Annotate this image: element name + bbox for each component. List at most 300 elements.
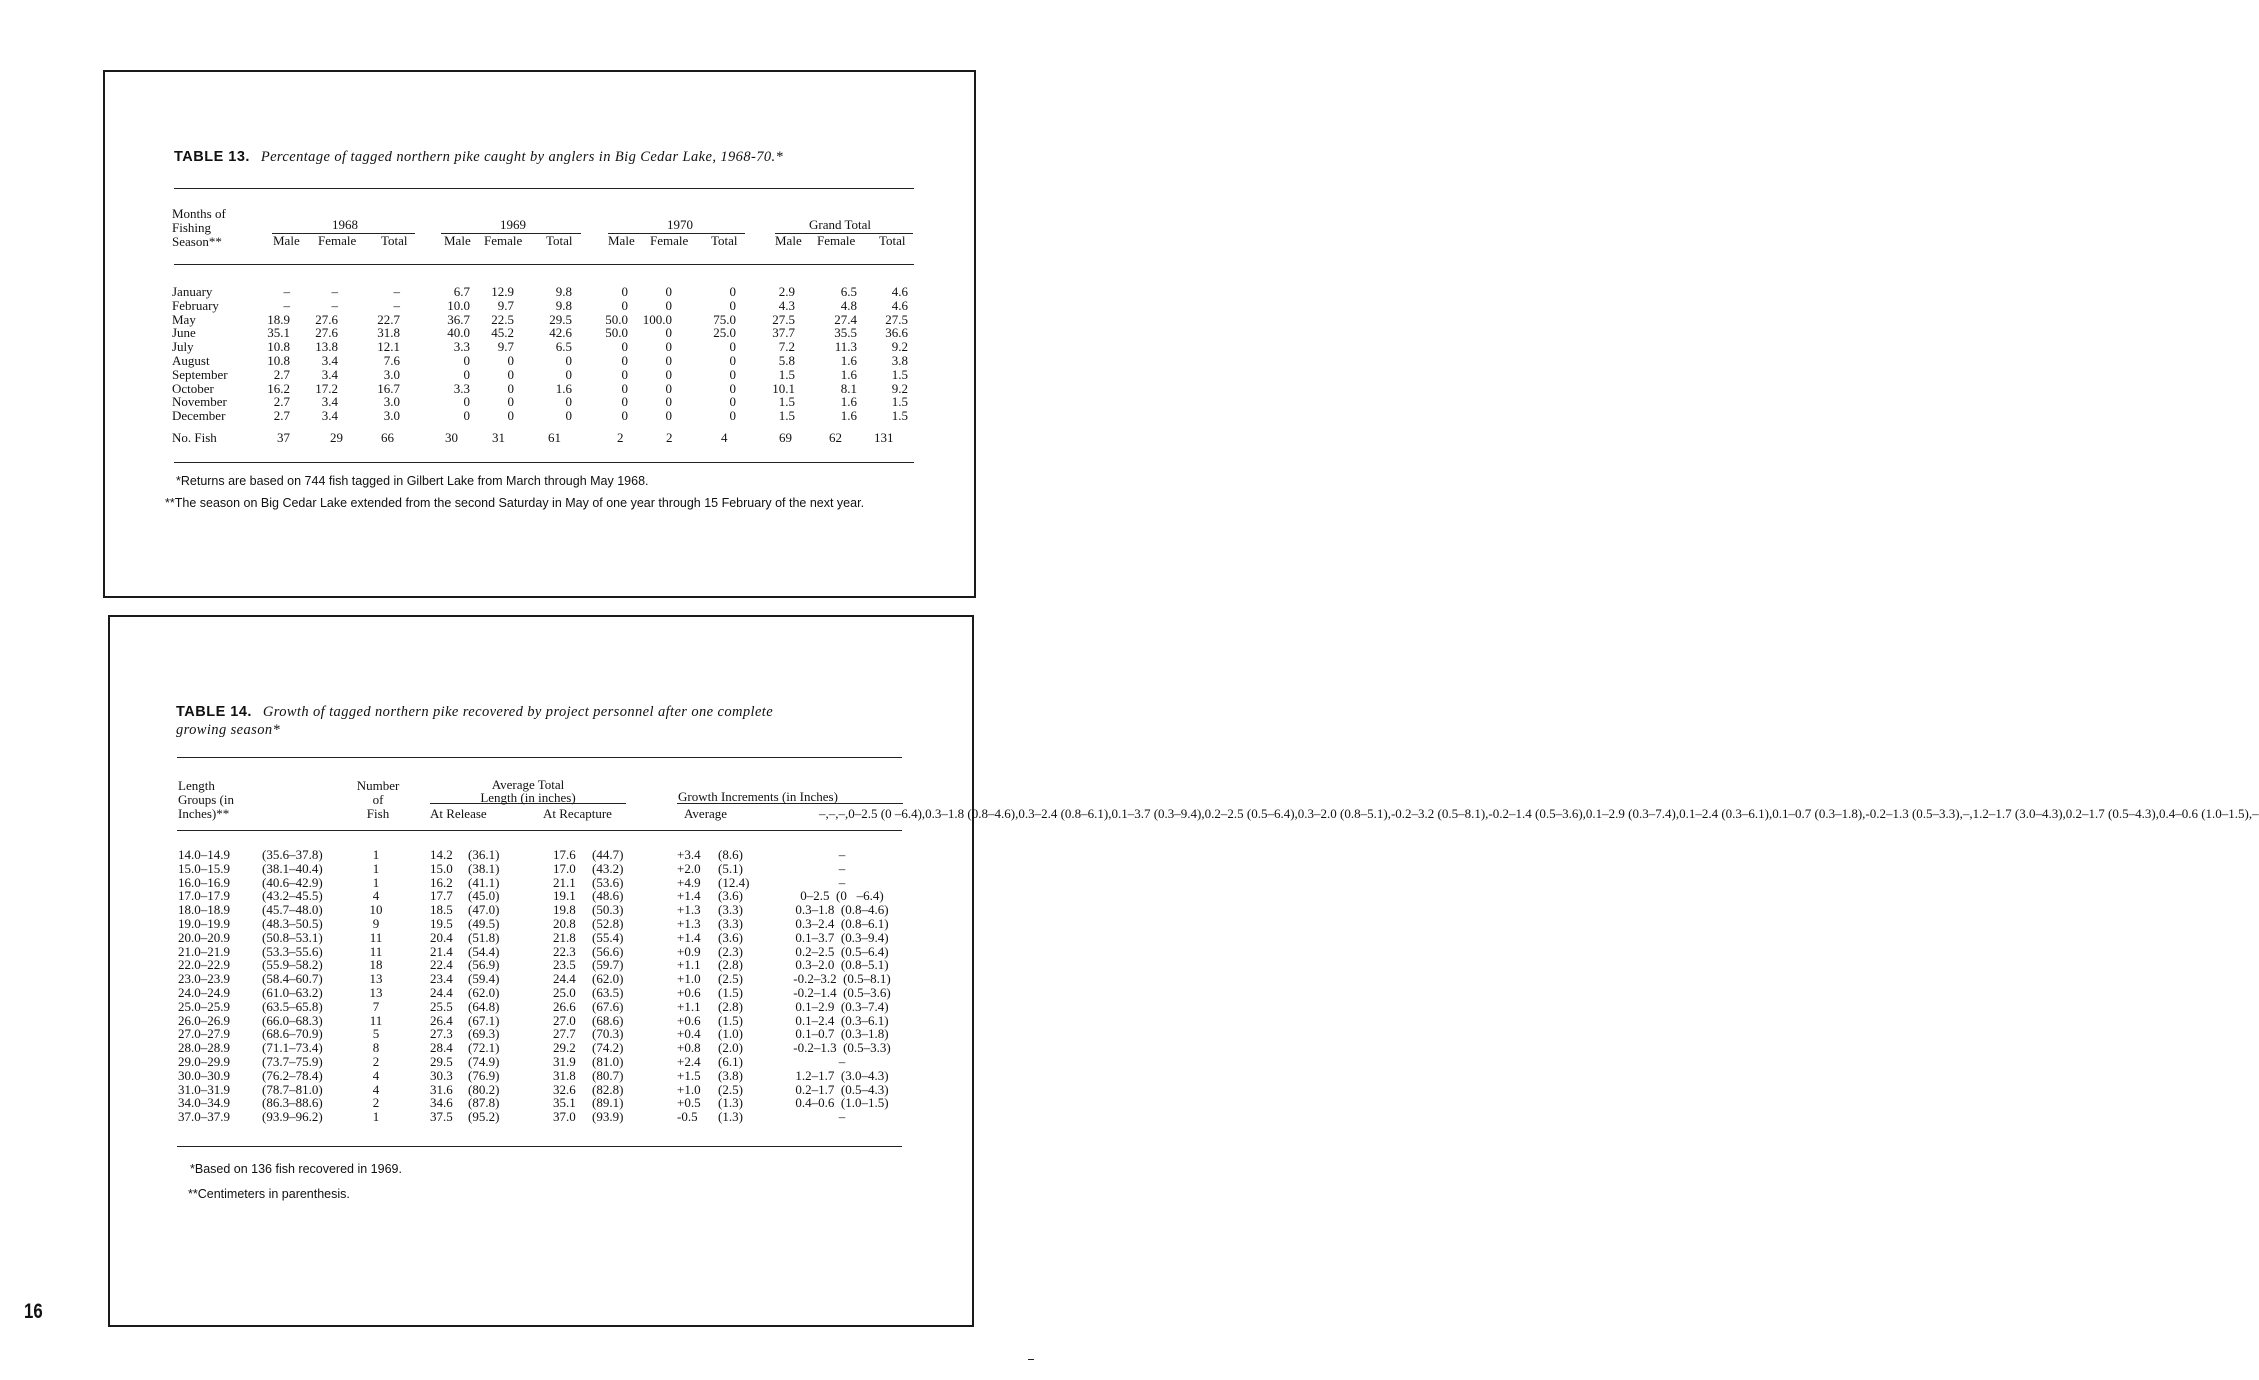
t14-cell: +1.3	[677, 915, 701, 931]
t14-cell: 20.4	[430, 929, 453, 945]
t13-month-june: June	[172, 325, 196, 341]
t14-cell: (48.6)	[592, 888, 624, 904]
t14-column-release-cm	[468, 848, 499, 1124]
t13-month-july: July	[172, 339, 194, 355]
t14-cell: (47.0)	[468, 902, 500, 918]
t13-cell: 12.9	[491, 284, 514, 299]
t14-cell: 2	[372, 1053, 380, 1069]
t14-cell: (43.2–45.5)	[262, 888, 323, 904]
t13-cell: 3.3	[453, 339, 470, 355]
t13-subheader-2: Female	[318, 233, 357, 248]
t14-cell: 30.3	[430, 1067, 453, 1083]
table-13-label: TABLE 13.	[174, 149, 250, 165]
t13-cell: 0	[621, 366, 628, 382]
t14-column-recap-cm	[592, 848, 623, 1124]
t14-column-recap-in	[553, 848, 576, 1124]
t13-cell: 9.7	[497, 339, 514, 355]
t13-cell: 0	[665, 339, 672, 355]
t13-subheader-9: Total	[711, 233, 738, 248]
t13-subheader-8: Female	[650, 233, 689, 248]
t13-subheader-11: Female	[817, 233, 856, 248]
t13-column-6	[512, 285, 572, 423]
t13-month-september: September	[172, 366, 228, 382]
t14-cell: (2.5)	[718, 1081, 743, 1097]
t14-cell: +1.1	[677, 998, 701, 1014]
t14-avg-total-header: Average Total	[491, 777, 565, 792]
table-14-label: TABLE 14.	[176, 704, 252, 720]
t13-subheader-4: Male	[444, 233, 471, 248]
t13-cell: 10.1	[772, 380, 795, 396]
t14-cell: (2.0)	[718, 1040, 743, 1056]
t14-cell: (69.3)	[468, 1026, 500, 1042]
t14-cell: (56.6)	[592, 943, 624, 959]
t14-cell: 21.0–21.9	[178, 943, 230, 959]
t13-month-november: November	[172, 394, 227, 410]
t13-group-1968: 1968	[332, 217, 358, 232]
t14-cell: +2.0	[677, 860, 701, 876]
t13-cell: 1.6	[840, 366, 857, 382]
t14-cell: 23.4	[430, 971, 453, 987]
t14-cell: (49.5)	[468, 915, 500, 931]
t14-column-groups-in	[178, 848, 230, 1124]
t14-growth-header: Growth Increments (in Inches)	[678, 789, 838, 804]
t14-cell: (36.1)	[468, 847, 500, 862]
table-13-title: Percentage of tagged northern pike caught by anglers in Big Cedar Lake, 1968-70.*	[260, 149, 784, 165]
t13-cell: 0	[729, 408, 736, 424]
t13-cell: 4.6	[891, 284, 908, 299]
t13-cell: 29.5	[549, 311, 572, 327]
t14-cell: 17.0	[553, 860, 576, 876]
t14-cell: 28.0–28.9	[178, 1040, 230, 1056]
t14-cell: (71.1–73.4)	[262, 1040, 323, 1056]
t14-cell: (86.3–88.6)	[262, 1095, 323, 1111]
t14-cell: 1	[372, 874, 380, 890]
t13-column-3	[340, 285, 400, 423]
t14-cell: -0.2–1.4 (0.5–3.6)	[793, 984, 891, 1000]
t13-cell: 3.0	[383, 394, 400, 410]
t13-cell: 0	[729, 284, 736, 299]
t13-cell: 0	[507, 380, 514, 396]
t14-cell: (80.7)	[592, 1067, 624, 1083]
t13-cell: 1.6	[840, 352, 857, 368]
t14-cell: (81.0)	[592, 1053, 624, 1069]
t13-no-fish-8: 2	[666, 430, 673, 445]
t14-cell: (1.0)	[718, 1026, 743, 1042]
t14-cell: 1	[372, 1109, 380, 1125]
t14-cell: (8.6)	[718, 847, 743, 862]
t14-cell: (38.1)	[468, 860, 500, 876]
t13-no-fish-label: No. Fish	[172, 430, 217, 445]
t13-cell: 0	[665, 394, 672, 410]
t13-cell: 0	[729, 380, 736, 396]
t14-cell: (61.0–63.2)	[262, 984, 323, 1000]
t13-cell: 13.8	[315, 339, 338, 355]
t13-cell: 3.0	[383, 408, 400, 424]
t14-cell: 18.0–18.9	[178, 902, 230, 918]
t14-cell: 31.9	[553, 1053, 576, 1069]
t14-range-header: –,–,–,0–2.5 (0 –6.4),0.3–1.8 (0.8–4.6),0.3–2.4 (0.8–6.1),0.1–3.7 (0.3–9.4),0.2–2.5 (0.5–6.4),0.3–2.0 (0.8–5.1),-0.2–3.2 (0.5–8.1),-0.2–1.4 (0.5–3.6),0.1–2.9 (0.3–7.4),0.1–2.4 (0.3–6.1),0.1–0.7 (0.3–1.8),-0.2–1.3 (0.5–3.3),–,1.2–1.7 (3.0–4.3),0.2–1.7 (0.5–4.3),0.4–0.6 (1.0–1.5),–	[819, 806, 2259, 821]
t14-cell: +1.3	[677, 902, 701, 918]
t14-cell: (82.8)	[592, 1081, 624, 1097]
t14-cell: (64.8)	[468, 998, 500, 1014]
t14-stub-header-1: Length	[178, 778, 215, 793]
t13-cell: 18.9	[267, 311, 290, 327]
t13-stub-header-2: Fishing	[172, 220, 212, 235]
t14-cell: (50.8–53.1)	[262, 929, 323, 945]
t14-cell: +1.4	[677, 888, 701, 904]
t14-cell: +1.1	[677, 957, 701, 973]
t13-no-fish-6: 61	[548, 430, 561, 445]
t14-cell: (3.6)	[718, 888, 743, 904]
t13-cell: 12.1	[377, 339, 400, 355]
t14-cell: (3.3)	[718, 915, 743, 931]
t14-cell: (63.5–65.8)	[262, 998, 323, 1014]
t14-cell: 2	[372, 1095, 380, 1111]
t13-cell: 37.7	[772, 325, 795, 341]
t13-no-fish-10: 69	[779, 430, 792, 445]
t13-column-5	[454, 285, 514, 423]
t13-cell: 50.0	[605, 325, 628, 341]
t13-cell: 2.7	[273, 408, 290, 424]
t14-cell: (12.4)	[718, 874, 750, 890]
t14-cell: 0.3–1.8 (0.8–4.6)	[795, 902, 889, 918]
t14-cell: +2.4	[677, 1053, 701, 1069]
t14-cell: 4	[372, 1081, 380, 1097]
t13-cell: 9.8	[555, 297, 572, 313]
t13-cell: –	[331, 284, 338, 299]
t14-cell: 17.6	[553, 847, 576, 862]
t14-cell: (6.1)	[718, 1053, 743, 1069]
t13-cell: 35.5	[834, 325, 857, 341]
t14-cell: 19.5	[430, 915, 453, 931]
t14-cell: 0.1–2.4 (0.3–6.1)	[795, 1012, 889, 1028]
t14-cell: 11	[369, 929, 383, 945]
t13-cell: 25.0	[713, 325, 736, 341]
t14-cell: 31.0–31.9	[178, 1081, 230, 1097]
t13-cell: 1.5	[891, 366, 908, 382]
t14-cell: 34.0–34.9	[178, 1095, 230, 1111]
t13-stub-header-3: Season**	[172, 234, 222, 249]
t14-column-avg-cm	[718, 848, 749, 1124]
t14-cell: (2.3)	[718, 943, 743, 959]
t13-month-october: October	[172, 380, 214, 396]
t14-cell: 19.8	[553, 902, 576, 918]
t13-group-grand-total: Grand Total	[808, 217, 872, 232]
t14-cell: (93.9–96.2)	[262, 1109, 323, 1125]
t14-cell: 18	[369, 957, 383, 973]
t14-cell: –	[838, 847, 846, 862]
t13-cell: 0	[621, 297, 628, 313]
t14-average-header: Average	[684, 806, 728, 821]
t14-cell: (2.8)	[718, 998, 743, 1014]
t14-cell: 14.0–14.9	[178, 847, 230, 862]
t14-number-header-1: Number	[356, 778, 400, 793]
t14-cell: (51.8)	[468, 929, 500, 945]
t14-column-avg-in	[677, 848, 701, 1124]
t14-cell: (45.0)	[468, 888, 500, 904]
t14-cell: 8	[372, 1040, 380, 1056]
table-14-header-rule	[177, 830, 902, 831]
t13-cell: –	[283, 297, 290, 313]
t13-cell: 0	[621, 408, 628, 424]
t14-number-header-2: of	[372, 792, 384, 807]
t14-cell: (63.5)	[592, 984, 624, 1000]
t13-cell: 6.5	[840, 284, 857, 299]
t13-cell: 0	[729, 394, 736, 410]
crop-mark	[1028, 1359, 1034, 1360]
t13-cell: 16.7	[377, 380, 400, 396]
t13-subheader-10: Male	[775, 233, 802, 248]
t14-avg-total-rule	[430, 803, 626, 804]
t14-footnote-1: *Based on 136 fish recovered in 1969.	[190, 1162, 402, 1176]
t14-cell: 37.5	[430, 1109, 453, 1125]
t13-cell: 50.0	[605, 311, 628, 327]
table-13-caption	[174, 148, 783, 166]
t13-cell: 0	[665, 366, 672, 382]
t14-at-release-header: At Release	[430, 806, 487, 821]
t14-cell: 0.1–2.9 (0.3–7.4)	[795, 998, 889, 1014]
t14-cell: 17.0–17.9	[178, 888, 230, 904]
t14-cell: (70.3)	[592, 1026, 624, 1042]
t14-cell: 5	[372, 1026, 380, 1042]
t13-cell: 27.6	[315, 325, 338, 341]
t13-cell: 0	[665, 380, 672, 396]
t14-cell: (76.9)	[468, 1067, 500, 1083]
t13-cell: 7.6	[383, 352, 400, 368]
t14-cell: 11	[369, 943, 383, 959]
t13-cell: 27.6	[315, 311, 338, 327]
t13-cell: 0	[729, 339, 736, 355]
t14-cell: -0.5	[677, 1109, 698, 1125]
t13-cell: 1.5	[778, 394, 795, 410]
t14-cell: 19.1	[553, 888, 576, 904]
t13-cell: 9.2	[891, 380, 908, 396]
t14-cell: (53.3–55.6)	[262, 943, 323, 959]
t14-cell: (43.2)	[592, 860, 624, 876]
t14-cell: 37.0	[553, 1109, 576, 1125]
table-14-bottom-rule	[177, 1146, 902, 1147]
t14-cell: (48.3–50.5)	[262, 915, 323, 931]
t13-month-december: December	[172, 408, 226, 424]
t14-cell: (78.7–81.0)	[262, 1081, 323, 1097]
t13-no-fish-1: 37	[277, 430, 290, 445]
table-13-bottom-rule	[174, 462, 914, 463]
t13-cell: 3.4	[321, 366, 338, 382]
t14-cell: 11	[369, 1012, 383, 1028]
t14-cell: 13	[369, 984, 383, 1000]
t13-column-2	[278, 285, 338, 423]
t14-cell: 28.4	[430, 1040, 453, 1056]
t14-cell: 32.6	[553, 1081, 576, 1097]
t14-cell: 1	[372, 860, 380, 876]
t14-cell: 29.2	[553, 1040, 576, 1056]
t14-column-release-in	[430, 848, 453, 1124]
t13-cell: 0	[621, 394, 628, 410]
t14-cell: (62.0)	[468, 984, 500, 1000]
t13-subheader-1: Male	[273, 233, 300, 248]
table-14-title-line-1: Growth of tagged northern pike recovered by project personnel after one complete	[262, 704, 774, 720]
t14-cell: 34.6	[430, 1095, 453, 1111]
t14-cell: 37.0–37.9	[178, 1109, 230, 1125]
t14-cell: (3.6)	[718, 929, 743, 945]
t13-cell: 1.5	[891, 408, 908, 424]
t13-cell: 0	[729, 366, 736, 382]
t13-cell: 7.2	[778, 339, 795, 355]
t14-cell: 19.0–19.9	[178, 915, 230, 931]
t14-cell: (95.2)	[468, 1109, 500, 1125]
t14-cell: (55.9–58.2)	[262, 957, 323, 973]
t14-cell: 23.0–23.9	[178, 971, 230, 987]
t14-cell: (50.3)	[592, 902, 624, 918]
t13-no-fish-11: 62	[829, 430, 842, 445]
t13-footnote-1: *Returns are based on 744 fish tagged in Gilbert Lake from March through May 1968.	[176, 474, 649, 488]
t14-column-range	[777, 848, 907, 1124]
t13-cell: 27.5	[772, 311, 795, 327]
t14-cell: 25.0–25.9	[178, 998, 230, 1014]
t13-cell: 0	[621, 352, 628, 368]
t13-cell: 2.7	[273, 366, 290, 382]
t14-cell: 1	[372, 847, 380, 862]
t13-cell: 1.5	[778, 366, 795, 382]
t14-cell: (1.5)	[718, 1012, 743, 1028]
t13-no-fish-9: 4	[721, 430, 728, 445]
t13-month-column	[172, 285, 228, 423]
t14-cell: (2.5)	[718, 971, 743, 987]
t14-cell: 22.0–22.9	[178, 957, 230, 973]
t14-cell: +0.8	[677, 1040, 701, 1056]
t13-cell: 3.4	[321, 352, 338, 368]
t13-no-fish-2: 29	[330, 430, 343, 445]
t13-cell: 10.8	[267, 352, 290, 368]
t14-cell: –	[838, 874, 846, 890]
t14-cell: 15.0	[430, 860, 453, 876]
t13-cell: 10.8	[267, 339, 290, 355]
t14-cell: 27.0	[553, 1012, 576, 1028]
t14-cell: 0.2–1.7 (0.5–4.3)	[795, 1081, 889, 1097]
t14-cell: 25.0	[553, 984, 576, 1000]
t14-cell: (93.9)	[592, 1109, 624, 1125]
t14-cell: (72.1)	[468, 1040, 500, 1056]
t14-stub-header-3: Inches)**	[178, 806, 230, 821]
t14-cell: (53.6)	[592, 874, 624, 890]
t14-cell: +0.5	[677, 1095, 701, 1111]
t13-cell: 1.6	[840, 394, 857, 410]
t13-cell: 0	[729, 352, 736, 368]
t13-cell: 36.6	[885, 325, 908, 341]
t14-cell: 27.3	[430, 1026, 453, 1042]
t14-cell: 25.5	[430, 998, 453, 1014]
t14-cell: (76.2–78.4)	[262, 1067, 323, 1083]
t14-cell: (89.1)	[592, 1095, 624, 1111]
t13-cell: 0	[507, 352, 514, 368]
t13-cell: 0	[463, 394, 470, 410]
t14-cell: (66.0–68.3)	[262, 1012, 323, 1028]
t14-cell: (62.0)	[592, 971, 624, 987]
t13-no-fish-12: 131	[874, 430, 894, 445]
t14-cell: 7	[372, 998, 380, 1014]
t14-cell: (35.6–37.8)	[262, 847, 323, 862]
t14-cell: 0.3–2.4 (0.8–6.1)	[795, 915, 889, 931]
t13-cell: 4.3	[778, 297, 795, 313]
t14-number-header-3: Fish	[366, 806, 390, 821]
t14-cell: (44.7)	[592, 847, 624, 862]
t14-cell: (1.3)	[718, 1109, 743, 1125]
t13-cell: 3.4	[321, 394, 338, 410]
t13-cell: 36.7	[447, 311, 470, 327]
t13-cell: 0	[621, 380, 628, 396]
t14-cell: +0.4	[677, 1026, 701, 1042]
t13-cell: 0	[565, 394, 572, 410]
t14-cell: (74.9)	[468, 1053, 500, 1069]
t14-stub-header-2: Groups (in	[178, 792, 234, 807]
t13-cell: 0	[565, 366, 572, 382]
t13-column-8	[612, 285, 672, 423]
t13-cell: –	[393, 284, 400, 299]
t13-cell: 35.1	[267, 325, 290, 341]
t14-cell: (58.4–60.7)	[262, 971, 323, 987]
t14-footnote-2: **Centimeters in parenthesis.	[188, 1187, 350, 1201]
t13-cell: 42.6	[549, 325, 572, 341]
t13-column-10	[735, 285, 795, 423]
t14-cell: 24.0–24.9	[178, 984, 230, 1000]
t14-cell: 4	[372, 888, 380, 904]
t14-cell: (67.1)	[468, 1012, 500, 1028]
t14-cell: 30.0–30.9	[178, 1067, 230, 1083]
t13-column-12	[848, 285, 908, 423]
t13-cell: 3.4	[321, 408, 338, 424]
t13-cell: 40.0	[447, 325, 470, 341]
table-14-caption	[176, 703, 773, 739]
t13-cell: 0	[507, 366, 514, 382]
t13-column-9	[676, 285, 736, 423]
t14-cell: (54.4)	[468, 943, 500, 959]
t14-cell: (59.4)	[468, 971, 500, 987]
t13-subheader-5: Female	[484, 233, 523, 248]
t13-cell: 4.6	[891, 297, 908, 313]
t14-cell: 29.0–29.9	[178, 1053, 230, 1069]
t14-cell: +1.0	[677, 971, 701, 987]
table-13-header-rule	[174, 264, 914, 265]
t13-cell: 45.2	[491, 325, 514, 341]
t14-cell: 26.4	[430, 1012, 453, 1028]
t13-cell: 0	[729, 297, 736, 313]
t13-footnote-2: **The season on Big Cedar Lake extended from the second Saturday in May of one year through 15 February of the next year.	[165, 496, 865, 510]
t13-subheader-7: Male	[608, 233, 635, 248]
t14-cell: 20.8	[553, 915, 576, 931]
t14-cell: 0.4–0.6 (1.0–1.5)	[795, 1095, 889, 1111]
t13-cell: 0	[565, 352, 572, 368]
t14-cell: (1.5)	[718, 984, 743, 1000]
t14-cell: 23.5	[553, 957, 576, 973]
t13-cell: 1.5	[778, 408, 795, 424]
t13-group-1970: 1970	[667, 217, 693, 232]
t14-cell: -0.2–3.2 (0.5–8.1)	[793, 971, 891, 987]
t13-cell: 10.0	[447, 297, 470, 313]
t13-cell: 0	[665, 284, 672, 299]
t14-cell: 24.4	[430, 984, 453, 1000]
t13-cell: 6.7	[453, 284, 470, 299]
t13-cell: 0	[463, 352, 470, 368]
t13-subheader-3: Total	[381, 233, 408, 248]
t13-cell: 0	[621, 284, 628, 299]
t13-no-fish-4: 30	[445, 430, 458, 445]
t14-cell: 9	[372, 915, 380, 931]
t14-cell: 35.1	[553, 1095, 576, 1111]
t14-cell: 17.7	[430, 888, 453, 904]
page-number: 16	[24, 1300, 43, 1323]
t13-cell: 0	[565, 408, 572, 424]
t13-cell: 2.7	[273, 394, 290, 410]
